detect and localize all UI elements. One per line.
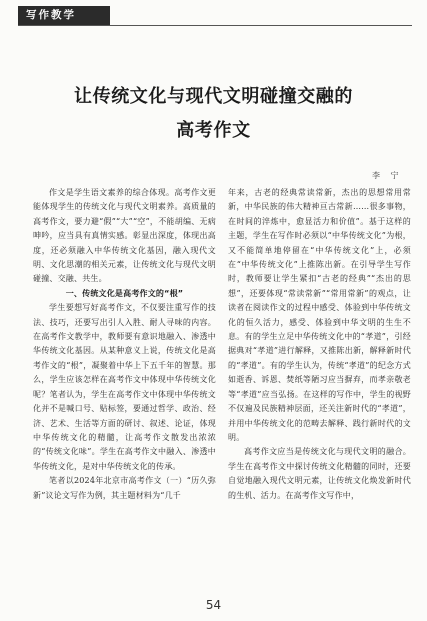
author-name: 李 宁: [372, 171, 403, 180]
section-header: [18, 6, 412, 26]
article-title-line1: 让传统文化与现代文明碰撞交融的: [74, 86, 353, 107]
page-number: 54: [205, 598, 222, 612]
section-heading: 一、传统文化是高考作文的“根”: [65, 288, 184, 298]
article-title-line2: 高考作文: [176, 120, 251, 141]
paragraph: 学生要想写好高考作文，不仅要注重写作的技法、技巧，还要写出引人入胜、耐人寻味的内容。在高考作文教学中，教师要有意识地融入、渗透中华传统文化基因。从某种意义上说，传统文化是高考作文的“根”，凝聚着中华上下五千年的智慧。那么，学生应该怎样在高考作文中体现中华传统文化呢？笔者认为，学生在高考作文中体现中华传统文化并不是喊口号、贴标签，要通过哲学、政治、经济、艺术、生活等方面的研讨、叙述、论证，体现中华传统文化的精髓，让高考作文散发出浓浓的“传统文化味”。学生在高考作文中融入、渗透中华传统文化，是对中华传统文化的传承。: [33, 303, 216, 471]
paragraph: 年来，古老的经典常读常新，杰出的思想常用常新，中华民族的伟大精神亘古常新……很多事物，在时间的淬炼中，愈显活力和价值”。基于这样的主题，学生在写作时必须以“中华传统文化”为根，又不能简单地停留在“中华传统文化”上，必须在“中华传统文化”上推陈出新。在引导学生写作时，教师要让学生紧扣“古老的经典”“杰出的思想”，还要体现“常读常新”“常用常新”的观点，让读者在阅读作文的过程中感受、体验到中华传统文化的恒久活力，感受、体验到中华文明的生生不息。有的学生立足中华传统文化中的“孝道”，引经据典对“孝道”进行解释，又推陈出新，解释新时代的“孝道”。有的学生认为，传统“孝道”的纪念方式如逝香、诉恩、焚纸等陋习应当摒弃，而孝亲敬老等“孝道”应当弘扬。在这样的写作中，学生的视野不仅遍及民族精神层面，还关注新时代的“孝道”，并用中华传统文化的范畴去解释、践行新时代的文明。: [228, 188, 411, 442]
paragraph: 笔者以2024年北京市高考作文（一）“历久弥新”议论文写作为例，其主题材料为“几千: [33, 476, 216, 500]
right-column: [228, 186, 411, 503]
paragraph: 作文是学生语文素养的综合体现。高考作文更能体现学生的传统文化与现代文明素养。高质量的高考作文，要力避“假”“大”“空”，不能胡编、无病呻吟，应当具有真情实感。彰显出深度，体现出高度，还必须融入中华传统文化基因，融入现代文明、文化思潮的相关元素，让传统文化与现代文明碰撞、交融、共生。: [33, 188, 216, 284]
left-column: [33, 186, 216, 503]
section-label: 写作教学: [18, 6, 110, 25]
paragraph: 高考作文应当是传统文化与现代文明的融合。学生在高考作文中探讨传统文化精髓的同时，还要自觉地融入现代文明元素，让传统文化焕发新时代的生机、活力。在高考作文写作中，: [228, 447, 411, 500]
